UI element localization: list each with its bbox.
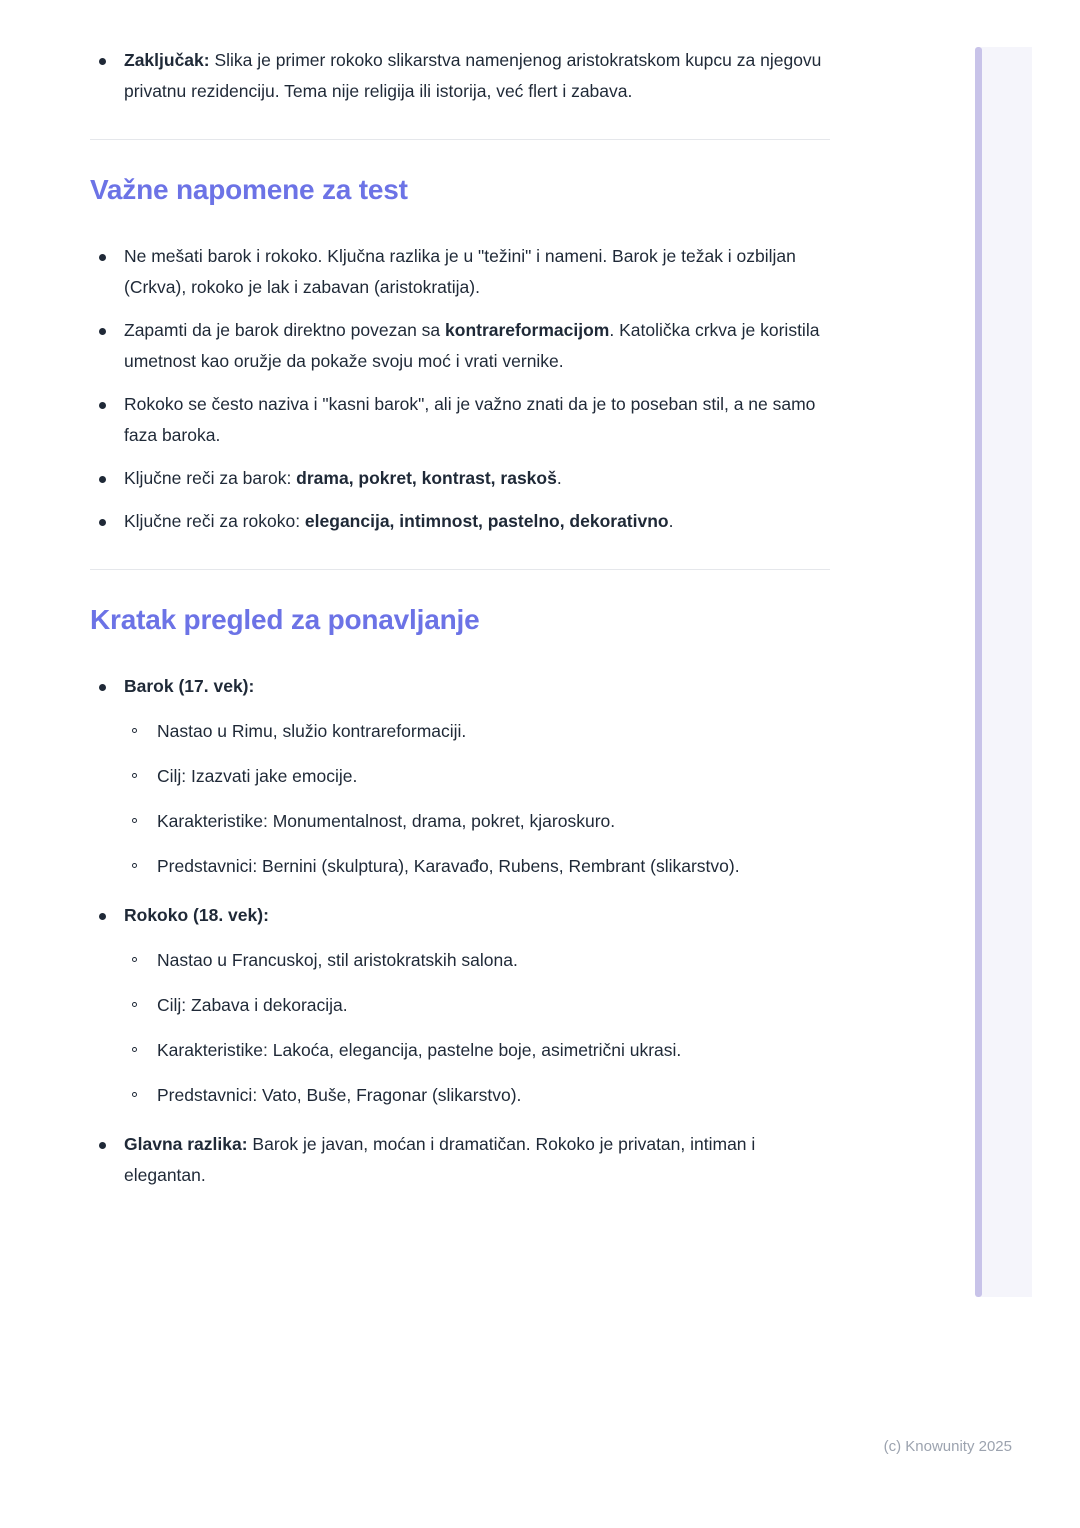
copyright-footer: (c) Knowunity 2025 [883,1438,1012,1455]
sub-list-item [124,851,830,882]
sub-list-item [124,761,830,792]
bullet-circle-icon [132,1092,137,1097]
bullet-dot-icon [99,254,106,261]
bold-text: elegancija, intimnost, pastelno, dekorativno [304,511,669,531]
section-divider [90,139,830,140]
text: Ne mešati barok i rokoko. Ključna razlika je u "težini" i nameni. Barok je težak i ozbiljan (Crkva), rokoko je lak i zabavan (aristokratija). [124,246,796,297]
bullet-dot-icon [99,684,106,691]
text: Karakteristike: Lakoća, elegancija, pastelne boje, asimetrični ukrasi. [157,1040,682,1060]
sub-list [124,716,830,882]
bullet-dot-icon [99,1142,106,1149]
text: Nastao u Rimu, služio kontrareformaciji. [157,721,467,741]
text: Rokoko se često naziva i "kasni barok", ali je važno znati da je to poseban stil, a ne samo faza baroka. [124,394,816,445]
scrollbar-thumb[interactable] [975,47,982,1297]
list-item [90,45,830,107]
text: Nastao u Francuskoj, stil aristokratskih salona. [157,950,518,970]
text: Zapamti da je barok direktno povezan sa [124,320,446,340]
list-item-text [157,950,518,970]
bullet-dot-icon [99,913,106,920]
bold-text: Zaključak: [124,50,210,70]
bullet-dot-icon [99,58,106,65]
bullet-dot-icon [99,476,106,483]
bullet-dot-icon [99,519,106,526]
list-item [90,389,830,451]
text: Slika je primer rokoko slikarstva namenjenog aristokratskom kupcu za njegovu privatnu rezidenciju. Tema nije religija ili istorija, već flert i zabava. [124,50,822,101]
list-item-text [157,995,348,1015]
review-list [90,671,830,1191]
section-title-review: Kratak pregled za ponavljanje [90,604,480,635]
text: Predstavnici: Vato, Buše, Fragonar (slikarstvo). [157,1085,522,1105]
section-divider [90,569,830,570]
sub-list-item [124,716,830,747]
scrollbar-track[interactable] [981,47,1032,1297]
bullet-circle-icon [132,818,137,823]
list-item-text [124,676,254,696]
list-item [90,900,830,1111]
bold-text: Barok (17. vek): [124,676,255,696]
text: Ključne reči za rokoko: [124,511,305,531]
list-item-text [157,811,615,831]
sub-list-item [124,1035,830,1066]
list-item [90,463,830,494]
bullet-dot-icon [99,402,106,409]
notes-list [90,241,830,537]
bold-text: Rokoko (18. vek): [124,905,269,925]
bullet-circle-icon [132,1047,137,1052]
list-item-text [124,50,821,101]
sub-list [124,945,830,1111]
bullet-circle-icon [132,863,137,868]
text: . [556,468,562,488]
list-item-text [157,721,466,741]
list-item-text [157,1040,681,1060]
list-item [90,506,830,537]
text: . [668,511,674,531]
text: Barok je javan, moćan i dramatičan. Rokoko je privatan, intiman i elegantan. [124,1134,756,1185]
text: Ključne reči za barok: [124,468,297,488]
bullet-dot-icon [99,328,106,335]
sub-list-item [124,806,830,837]
bullet-circle-icon [132,773,137,778]
text: . Katolička crkva je koristila umetnost kao oružje da pokaže svoju moć i vrati vernike. [124,320,820,371]
bold-text: drama, pokret, kontrast, raskoš [296,468,557,488]
document-content [90,0,830,1209]
bold-text: kontrareformacijom [445,320,610,340]
sub-list-item [124,1080,830,1111]
section-title-notes: Važne napomene za test [90,174,408,205]
text: Cilj: Zabava i dekoracija. [157,995,348,1015]
sub-list-item [124,990,830,1021]
list-item-text [124,905,269,925]
bold-text: Glavna razlika: [124,1134,248,1154]
list-item [90,671,830,882]
list-item-text [124,246,796,297]
list-item-text [157,856,740,876]
list-item-text [124,394,815,445]
text: Predstavnici: Bernini (skulptura), Karavađo, Rubens, Rembrant (slikarstvo). [157,856,740,876]
list-item-text [124,468,562,488]
list-item-text [157,1085,521,1105]
list-item [90,1129,830,1191]
text: Karakteristike: Monumentalnost, drama, pokret, kjaroskuro. [157,811,616,831]
list-item-text [124,1134,755,1185]
text: Cilj: Izazvati jake emocije. [157,766,358,786]
bullet-circle-icon [132,728,137,733]
list-item [90,315,830,377]
list-item-text [124,511,674,531]
list-item [90,241,830,303]
list-item-text [157,766,357,786]
list-item-text [124,320,819,371]
bullet-circle-icon [132,1002,137,1007]
sub-list-item [124,945,830,976]
bullet-circle-icon [132,957,137,962]
conclusion-list [90,45,830,107]
